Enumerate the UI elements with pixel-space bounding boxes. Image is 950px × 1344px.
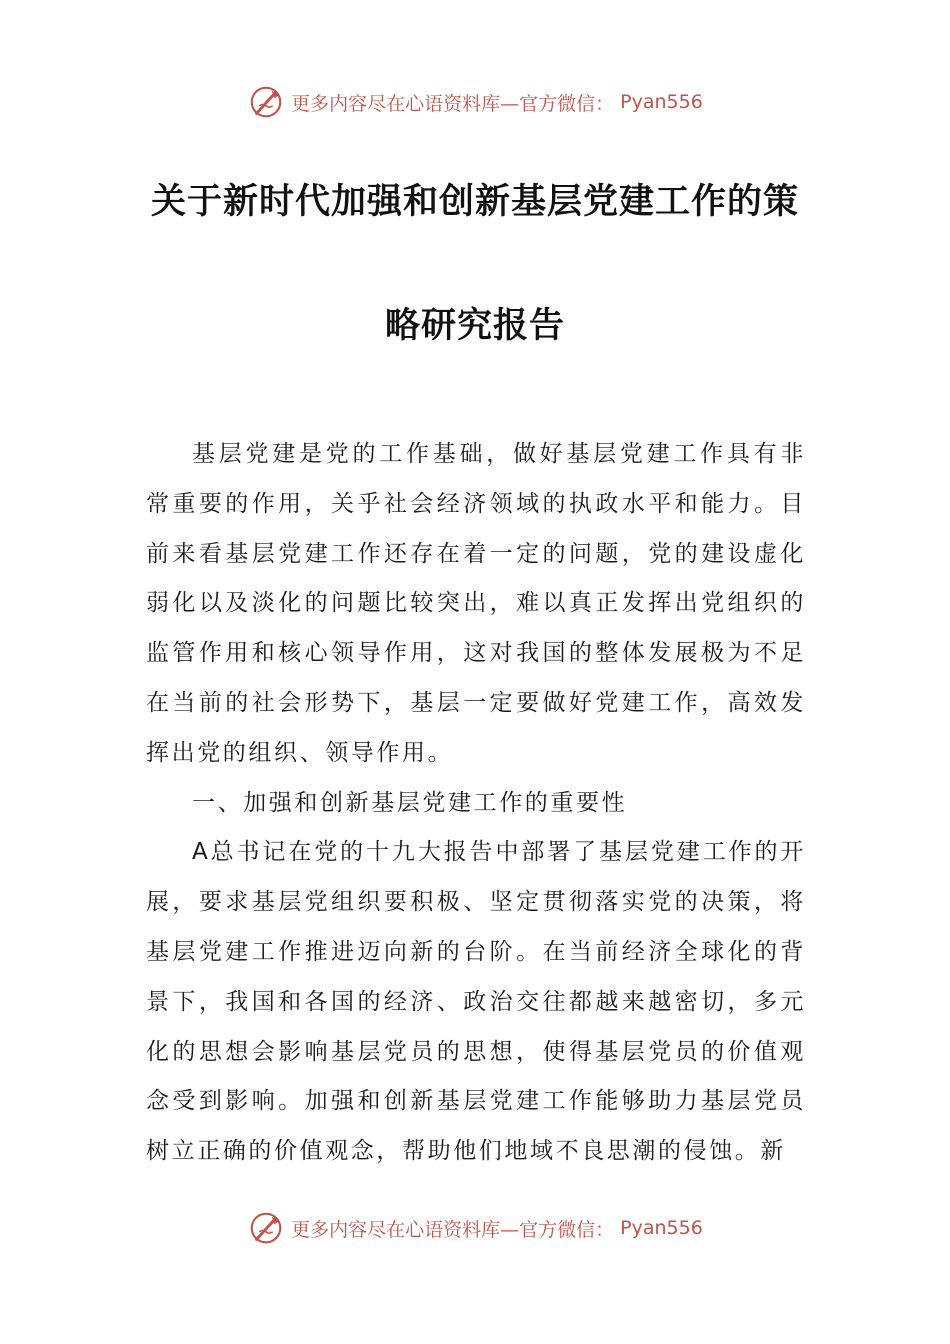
watermark-header bbox=[0, 80, 950, 124]
pen-logo-icon bbox=[247, 1209, 285, 1247]
pen-logo-icon bbox=[247, 83, 285, 121]
section-heading-1: 一、加强和创新基层党建工作的重要性 bbox=[192, 789, 628, 816]
watermark-text: 更多内容尽在心语资料库—官方微信： bbox=[291, 1218, 615, 1241]
watermark-wechat-id: Pyan556 bbox=[620, 91, 703, 113]
watermark-wechat-id: Pyan556 bbox=[620, 1217, 703, 1239]
paragraph-section-1: A总书记在党的十九大报告中部署了基层党建工作的开展，要求基层党组织要积极、坚定贯彻落实党的决策，将基层党建工作推进迈向新的台阶。在当前经济全球化的背景下，我国和各国的经济、政治交往都越来越密切，多元化的思想会影响基层党员的思想，使得基层党员的价值观念受到影响。加强和创新基层党建工作能够助力基层党员树立正确的价值观念，帮助他们地域不良思潮的侵蚀。新 bbox=[146, 839, 806, 1165]
document-title-line-1: 关于新时代加强和创新基层党建工作的策 bbox=[150, 182, 799, 222]
document-title-line-2: 略研究报告 bbox=[384, 306, 565, 346]
watermark-text: 更多内容尽在心语资料库—官方微信： bbox=[291, 92, 615, 115]
paragraph-intro: 基层党建是党的工作基础，做好基层党建工作具有非常重要的作用，关乎社会经济领域的执政水平和能力。目前来看基层党建工作还存在着一定的问题，党的建设虚化弱化以及淡化的问题比较突出，难以真正发挥出党组织的监管作用和核心领导作用，这对我国的整体发展极为不足在当前的社会形势下，基层一定要做好党建工作，高效发挥出党的组织、领导作用。 bbox=[146, 441, 806, 766]
watermark-footer bbox=[0, 1206, 950, 1250]
document-body bbox=[146, 430, 806, 1177]
